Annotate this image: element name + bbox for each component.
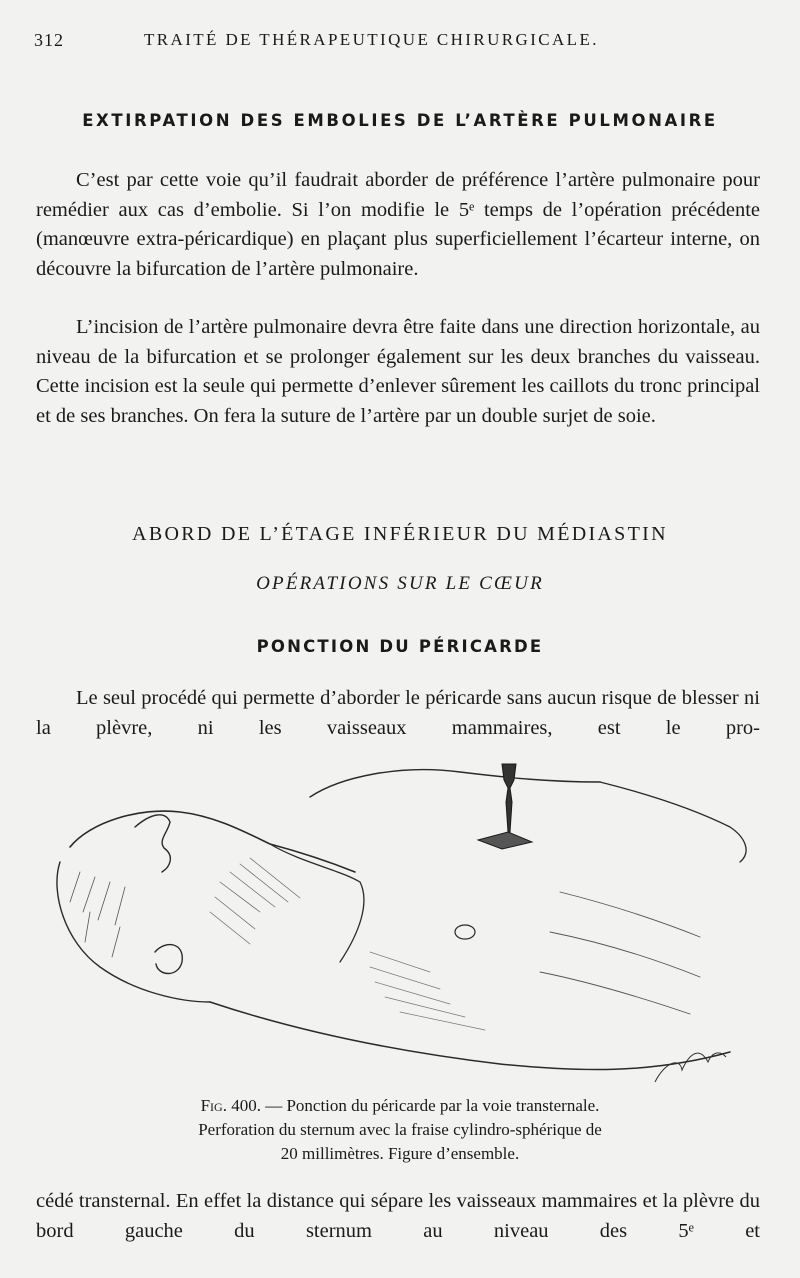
paragraph-transternal: cédé transternal. En effet la distance qui sépare les vaisseaux mammaires et la plèvre du bord gauche du sternum au niveau des 5ᵉ et [36,1190,760,1242]
caption-text-1: — Ponction du péricarde par la voie transternale. [265,1096,600,1115]
shading-hair [70,872,125,957]
neck-line [270,844,364,962]
paragraph-ponction-intro: Le seul procédé qui permette d’aborder le péricarde sans aucun risque de blesser ni la plèvre, ni les vaisseaux mammaires, est le pro- [36,687,760,739]
ribs [540,892,700,1014]
chapter-subheading-coeur: OPÉRATIONS SUR LE CŒUR [256,573,544,594]
paragraph-incision: L’incision de l’artère pulmonaire devra être faite dans une direction horizontale, au niveau de la bifurcation et se prolonger également sur les deux branches du vaisseau. Cette incision est la seule qui permette d’enlever sûrement les caillots du tronc principal et de ses branches. On fera la suture de l’artère par un double surjet de soie. [36,316,760,427]
figure-caption [110,1094,690,1166]
chapter-heading-mediastin: ABORD DE L’ÉTAGE INFÉRIEUR DU MÉDIASTIN [132,523,668,545]
nipple [455,925,475,939]
shading-neck [210,858,300,944]
hair [57,862,210,1002]
face-profile [135,815,170,872]
page-number: 312 [34,30,64,50]
caption-line-3: 20 millimètres. Figure d’ensemble. [280,1144,520,1163]
section-title-ponction: PONCTION DU PÉRICARDE [256,637,544,656]
figure-illustration [40,752,760,1092]
shading-chest [370,952,485,1030]
artist-signature [655,1053,726,1082]
torso-lower [210,1002,730,1070]
shoulder-line [310,770,600,797]
torso-upper [600,782,746,862]
paragraph-embolie-approach: C’est par cette voie qu’il faudrait aborder de préférence l’artère pulmonaire pour remédier aux cas d’embolie. Si l’on modifie le 5ᵉ temps de l’opération précédente (manœuvre extra-péricardique) en plaçant plus superficiellement l’écarteur interne, on découvre la bifurcation de l’artère pulmonaire. [36,169,760,280]
caption-line-2: Perforation du sternum avec la fraise cylindro-sphérique de [198,1120,602,1139]
anatomical-illustration [40,752,760,1092]
figure-label: Fig. 400. [200,1096,261,1115]
running-title: TRAITÉ DE THÉRAPEUTIQUE CHIRURGICALE. [144,30,599,49]
ear [155,945,182,974]
caption-line-1 [110,1094,690,1118]
running-head [34,30,764,56]
section-title-embolies: EXTIRPATION DES EMBOLIES DE L’ARTÈRE PULMONAIRE [82,111,718,130]
trephine-instrument [478,764,532,849]
